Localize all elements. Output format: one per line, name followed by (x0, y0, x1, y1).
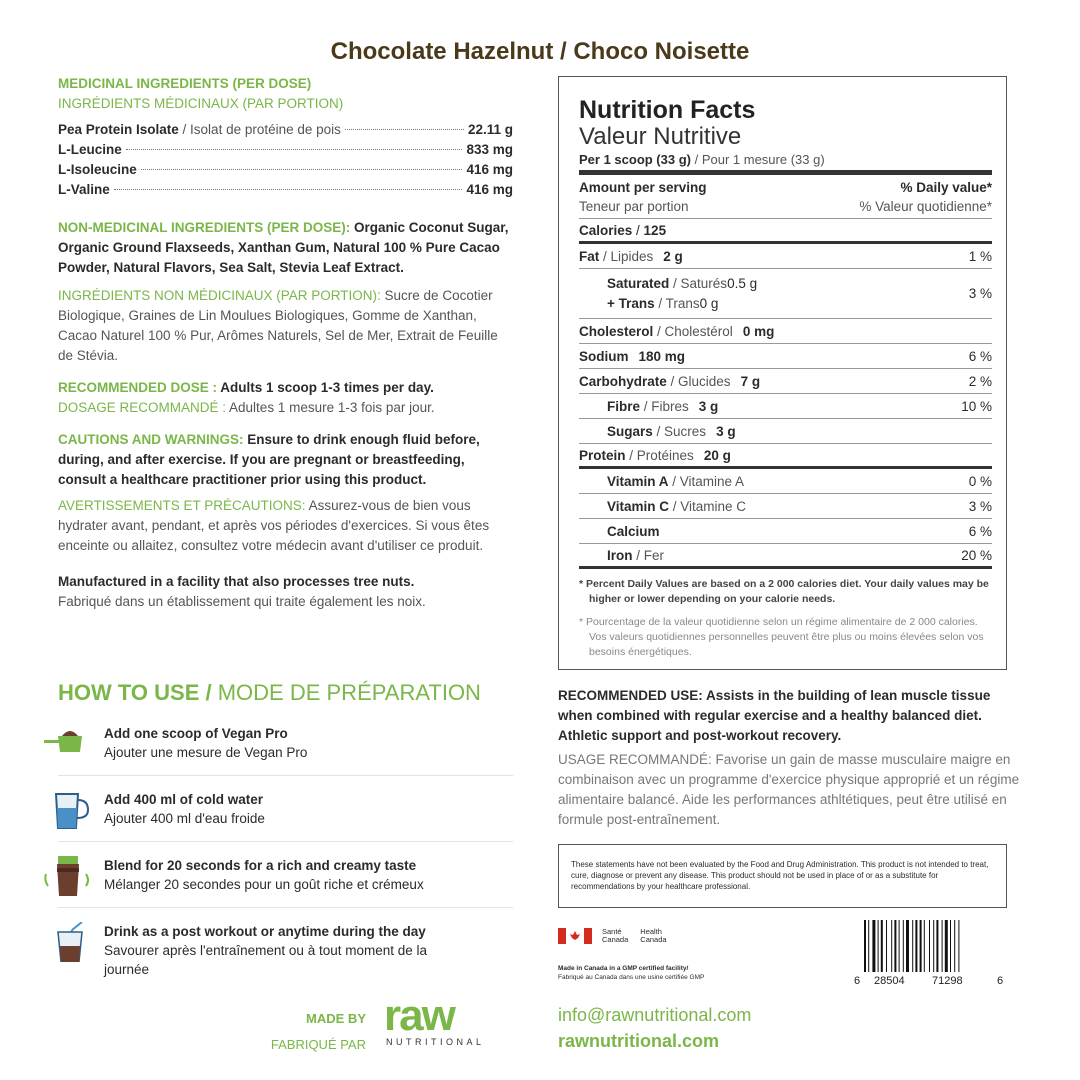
product-title: Chocolate Hazelnut / Choco Noisette (330, 38, 750, 65)
nutrition-facts-table (558, 76, 1007, 670)
nonmed-fr: INGRÉDIENTS NON MÉDICINAUX (PAR PORTION): Sucre de Cocotier Biologique, Graines de Lin Moulues Biologiques, Gomme de Xanthan, Cacao Naturel 100 % Pur, Arômes Naturels, Sel de Mer, Extrait de Feuille de Stévia. (58, 288, 498, 363)
ingredient-amount: 833 mg (466, 142, 513, 157)
nonmed-en: NON-MEDICINAL INGREDIENTS (PER DOSE): Organic Coconut Sugar, Organic Ground Flaxseeds, Xanthan Gum, Natural 100 % Pure Cacao Powder, Natural Flavors, Sea Salt, Stevia Leaf Extract. (58, 220, 509, 275)
serving-size: Per 1 scoop (33 g) / Pour 1 mesure (33 g) (579, 152, 992, 175)
shaker-icon (44, 856, 92, 896)
ingredient-name: L-Leucine (58, 142, 122, 157)
raw-nutritional-logo (384, 996, 514, 1048)
scoop-icon (44, 724, 92, 764)
recommended-use-section (558, 686, 1028, 830)
medicinal-heading-en: MEDICINAL INGREDIENTS (PER DOSE) (58, 76, 312, 91)
ingredient-amount: 416 mg (466, 162, 513, 177)
sante-label: Santé (602, 927, 622, 936)
made-in-canada-en: Made in Canada in a GMP certified facility/ (558, 965, 689, 972)
step-item (58, 710, 513, 776)
barcode-bars (864, 920, 959, 972)
dose-en: RECOMMENDED DOSE : Adults 1 scoop 1-3 times per day. (58, 380, 434, 395)
facility-en: Manufactured in a facility that also processes tree nuts. (58, 574, 415, 589)
health-canada-block (558, 928, 778, 982)
nutrition-title-fr: Valeur Nutritive (579, 123, 742, 150)
barcode (852, 918, 1008, 988)
canada-label-2: Canada (640, 935, 667, 944)
ingredient-name-fr: / Isolat de protéine de pois (178, 122, 341, 137)
protein-row: Protein / Protéines 20 g (579, 444, 992, 469)
medicinal-heading-fr: INGRÉDIENTS MÉDICINAUX (PAR PORTION) (58, 96, 344, 111)
facility-fr: Fabriqué dans un établissement qui traite également les noix. (58, 594, 426, 609)
made-by-label: MADE BY FABRIQUÉ PAR (270, 1011, 366, 1052)
step-en: Add one scoop of Vegan Pro (104, 726, 288, 741)
step-fr: Ajouter une mesure de Vegan Pro (104, 745, 308, 760)
canada-flag-icon (558, 928, 592, 944)
calcium-row: Calcium 6 % (579, 519, 992, 544)
made-in-canada-fr: Fabriqué au Canada dans une usine certifiée GMP (558, 974, 705, 981)
iron-row: Iron / Fer 20 % (579, 544, 992, 569)
email-link[interactable]: info@rawnutritional.com (558, 1005, 752, 1025)
health-label: Health (640, 927, 662, 936)
cholesterol-row: Cholesterol / Cholestérol 0 mg (579, 319, 992, 344)
ingredient-amount: 22.11 g (467, 122, 513, 137)
carbohydrate-row: Carbohydrate / Glucides 7 g 2 % (579, 369, 992, 394)
ingredient-row (58, 180, 513, 200)
step-fr: Savourer après l'entraînement ou à tout moment de la journée (104, 943, 428, 977)
calories-row: Calories / 125 (579, 219, 992, 244)
step-item (58, 842, 513, 908)
ingredient-amount: 416 mg (466, 182, 513, 197)
step-item (58, 776, 513, 842)
recommended-use-fr: USAGE RECOMMANDÉ: Favorise un gain de masse musculaire maigre en combinaison avec un programme d'exercice physique approprié et un régime alimentaire balancé. Aide les performances athltétiques, peut être utilisé en formule post-entraînement. (558, 752, 1020, 827)
sugars-row: Sugars / Sucres 3 g (579, 419, 992, 444)
barcode-digit: 6 (997, 975, 1004, 987)
drink-cup-icon (44, 922, 92, 962)
ingredient-row (58, 140, 513, 160)
measuring-cup-icon (44, 790, 92, 830)
contact-block (558, 1002, 751, 1054)
ingredients-section (58, 74, 513, 612)
nutrition-title-en: Nutrition Facts (579, 96, 756, 124)
ingredient-name: L-Isoleucine (58, 162, 137, 177)
step-item (58, 908, 513, 977)
canada-label: Canada (602, 935, 629, 944)
cautions-en: CAUTIONS AND WARNINGS: Ensure to drink enough fluid before, during, and after exercise. If you are pregnant or breastfeeding, consult a healthcare practitioner prior using this product. (58, 432, 480, 487)
website-link[interactable]: rawnutritional.com (558, 1031, 720, 1051)
ingredient-row (58, 120, 513, 140)
footnote-fr: * Pourcentage de la valeur quotidienne selon un régime alimentaire de 2 000 calories. Vos valeurs quotidiennes personnelles peuvent être plus ou moins élevées selon vos besoins énergétiques. (579, 616, 984, 658)
fibre-row: Fibre / Fibres 3 g 10 % (579, 394, 992, 419)
barcode-digit: 71298 (932, 975, 963, 987)
fda-disclaimer: These statements have not been evaluated by the Food and Drug Administration. This product is not intended to treat, cure, diagnose or prevent any disease. This product should not be used in place of or as a substitute for recommendations by your healthcare professional. (558, 844, 1007, 908)
barcode-digit: 6 (854, 975, 861, 987)
logo-subtext: NUTRITIONAL (386, 1037, 485, 1047)
step-fr: Ajouter 400 ml d'eau froide (104, 811, 265, 826)
step-fr: Mélanger 20 secondes pour un goût riche et crémeux (104, 877, 424, 892)
ingredient-row (58, 160, 513, 180)
vitamin-a-row: Vitamin A / Vitamine A 0 % (579, 469, 992, 494)
vitamin-c-row: Vitamin C / Vitamine C 3 % (579, 494, 992, 519)
step-en: Add 400 ml of cold water (104, 792, 264, 807)
fat-row: Fat / Lipides 2 g 1 % (579, 244, 992, 269)
ingredient-name: Pea Protein Isolate (58, 122, 179, 137)
saturated-trans-row: Saturated / Saturés0.5 g + Trans / Trans0 g 3 % (579, 269, 992, 319)
ingredient-name: L-Valine (58, 182, 110, 197)
how-to-use-section (58, 680, 513, 977)
barcode-digit: 28504 (874, 975, 905, 987)
cautions-fr: AVERTISSEMENTS ET PRÉCAUTIONS: Assurez-vous de bien vous hydrater avant, pendant, et après vos périodes d'exercices. Si vous êtes enceinte ou allaitez, consultez votre médecin avant d'utiliser ce produit. (58, 498, 490, 553)
dose-fr: DOSAGE RECOMMANDÉ : Adultes 1 mesure 1-3 fois par jour. (58, 400, 435, 415)
amount-header: Amount per serving Teneur par portion % Daily value* % Valeur quotidienne* (579, 175, 992, 219)
step-en: Blend for 20 seconds for a rich and creamy taste (104, 858, 417, 873)
step-en: Drink as a post workout or anytime during the day (104, 924, 426, 939)
sodium-row: Sodium 180 mg 6 % (579, 344, 992, 369)
logo-text: raw (384, 996, 454, 1040)
footnote-en: * Percent Daily Values are based on a 2 000 calories diet. Your daily values may be higher or lower depending on your calorie needs. (579, 578, 989, 605)
recommended-use-en: RECOMMENDED USE: Assists in the building of lean muscle tissue when combined with regular exercise and a healthy balanced diet. Athletic support and post-workout recovery. (558, 688, 991, 743)
how-to-use-title: HOW TO USE / MODE DE PRÉPARATION (58, 680, 481, 705)
